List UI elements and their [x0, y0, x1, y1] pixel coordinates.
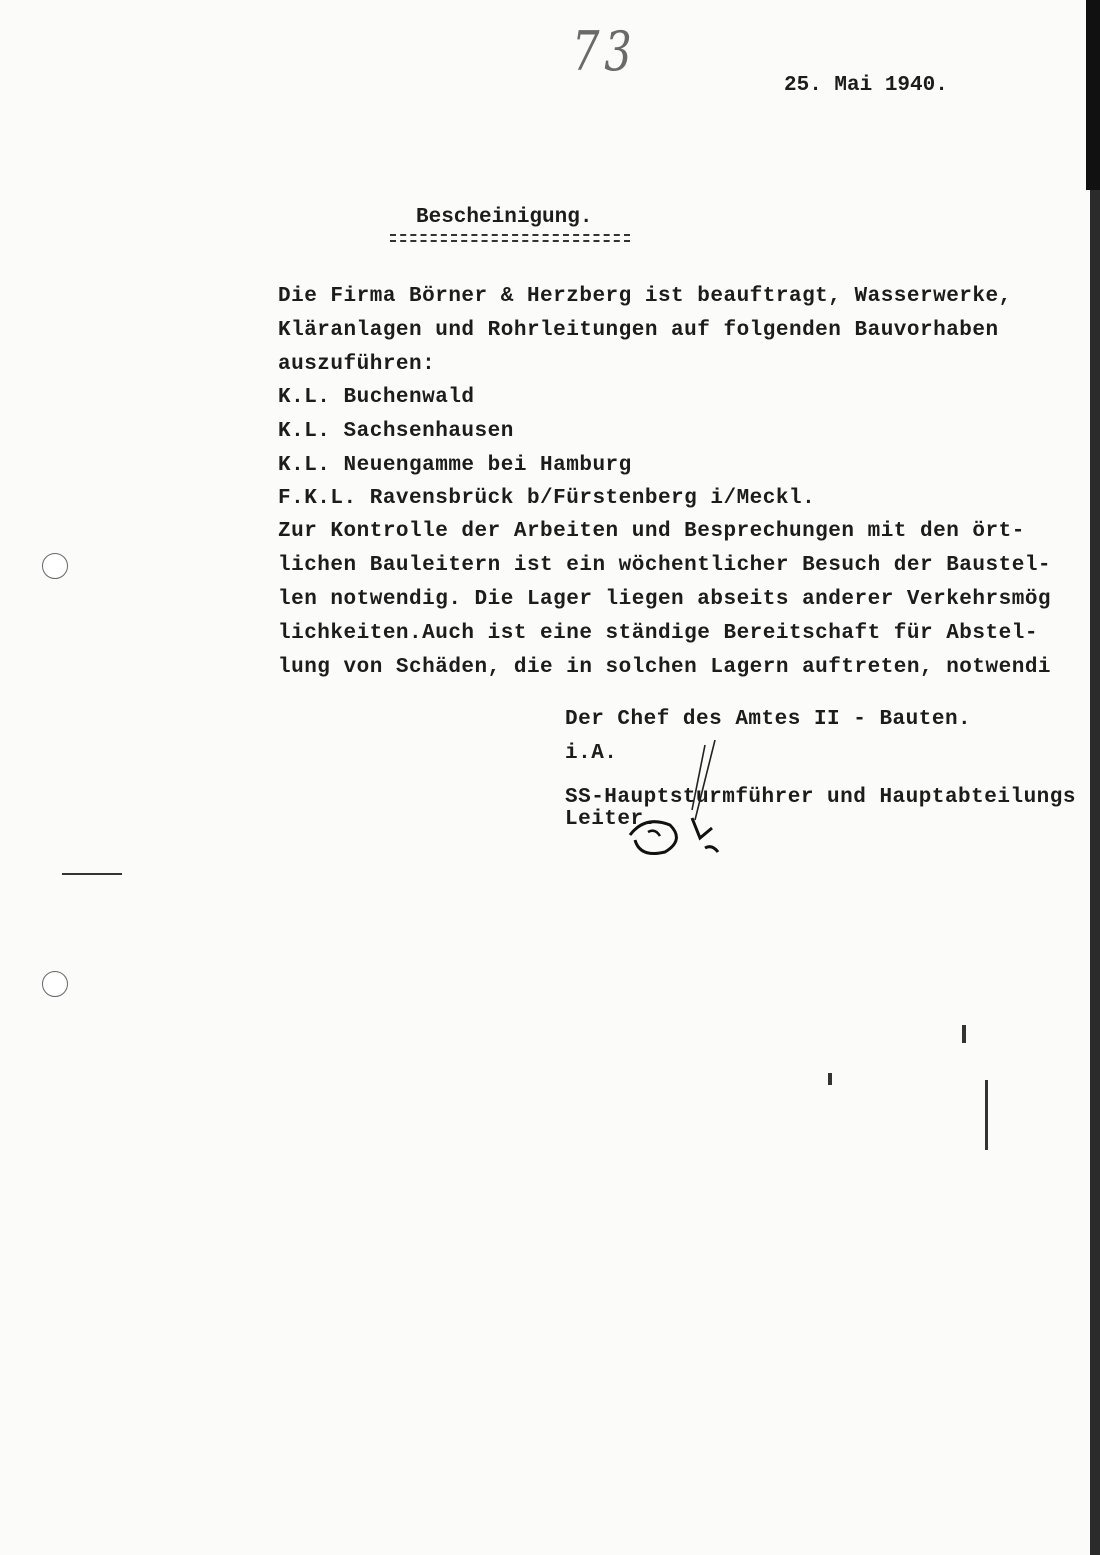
- intro-line: Die Firma Börner & Herzberg ist beauftragt, Wasserwerke,: [278, 285, 1012, 308]
- paragraph-line: lichkeiten.Auch ist eine ständige Bereitschaft für Abstel-: [278, 622, 1038, 645]
- paragraph-line: Zur Kontrolle der Arbeiten und Besprechungen mit den ört-: [278, 520, 1025, 543]
- document-date: 25. Mai 1940.: [784, 74, 948, 97]
- site-item: F.K.L. Ravensbrück b/Fürstenberg i/Meckl.: [278, 487, 816, 510]
- signature-rank: SS-Hauptsturmführer und Hauptabteilungs: [565, 786, 1076, 809]
- scan-mark: [985, 1080, 988, 1150]
- punch-hole-icon: [42, 971, 68, 997]
- site-item: K.L. Sachsenhausen: [278, 420, 514, 443]
- paragraph-line: len notwendig. Die Lager liegen abseits anderer Verkehrsmög: [278, 588, 1052, 611]
- paragraph-line: lung von Schäden, die in solchen Lagern auftreten, notwendi: [278, 656, 1052, 679]
- document-title: Bescheinigung.: [416, 206, 593, 229]
- punch-hole-icon: [42, 553, 68, 579]
- scan-mark: [62, 873, 122, 875]
- intro-line: Kläranlagen und Rohrleitungen auf folgenden Bauvorhaben: [278, 319, 999, 342]
- scan-mark: [962, 1025, 966, 1043]
- signature-office: Der Chef des Amtes II - Bauten.: [565, 708, 972, 731]
- title-underline: [390, 234, 630, 242]
- scan-edge-dark: [1086, 0, 1100, 190]
- site-item: K.L. Buchenwald: [278, 386, 475, 409]
- signature-on-behalf: i.A.: [565, 742, 618, 765]
- signature-role: Leiter.: [565, 808, 657, 831]
- handwritten-signature-icon: [600, 740, 740, 870]
- site-item: K.L. Neuengamme bei Hamburg: [278, 454, 632, 477]
- scan-mark: [828, 1073, 832, 1085]
- paragraph-line: lichen Bauleitern ist ein wöchentlicher Besuch der Baustel-: [278, 554, 1052, 577]
- intro-line: auszuführen:: [278, 353, 436, 376]
- scan-edge: [1090, 0, 1100, 1555]
- archive-number: 73: [572, 20, 637, 83]
